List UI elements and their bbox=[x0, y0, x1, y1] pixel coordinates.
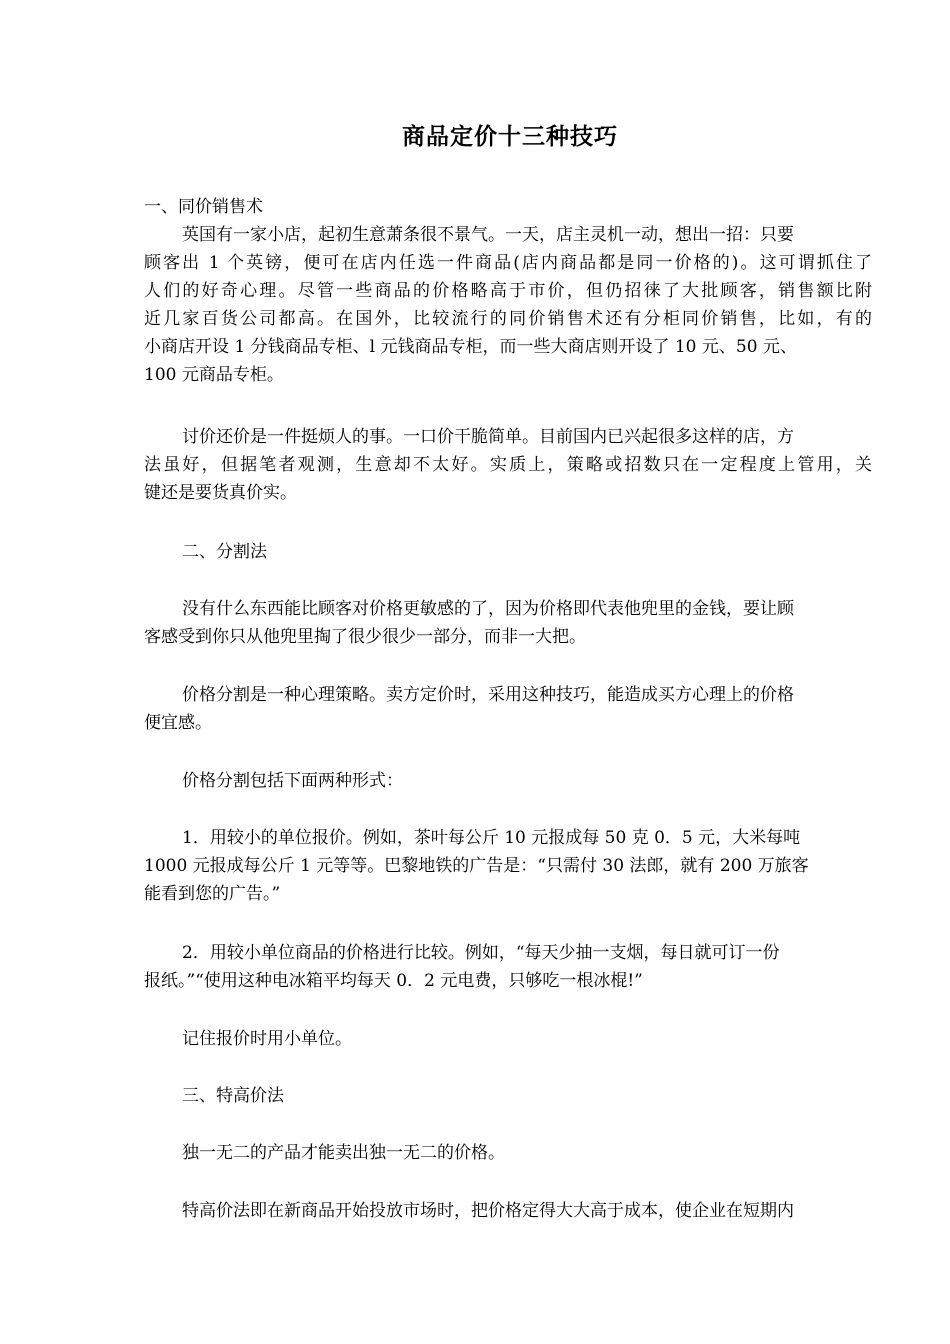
text-line: 100 元商品专柜。 bbox=[144, 365, 284, 385]
text-line: 键还是要货真价实。 bbox=[144, 483, 297, 503]
heading-text: 一、同价销售术 bbox=[144, 197, 263, 217]
paragraph bbox=[144, 1197, 872, 1225]
paragraph bbox=[144, 767, 872, 795]
paragraph bbox=[144, 824, 872, 908]
document-title: 商品定价十三种技巧 bbox=[402, 123, 618, 150]
paragraph bbox=[144, 1139, 872, 1167]
text-line: 价格分割是一种心理策略。卖方定价时，采用这种技巧，能造成买方心理上的价格 bbox=[182, 685, 794, 705]
heading-text: 三、特高价法 bbox=[182, 1086, 284, 1106]
text-line: 记住报价时用小单位。 bbox=[182, 1029, 352, 1049]
text-line: 2．用较小单位商品的价格进行比较。例如，“每天少抽一支烟，每日就可订一份 bbox=[182, 943, 780, 963]
paragraph bbox=[144, 1025, 872, 1053]
text-line: 小商店开设 1 分钱商品专柜、l 元钱商品专柜，而一些大商店则开设了 10 元、50 元、 bbox=[144, 337, 797, 357]
paragraph bbox=[144, 221, 872, 389]
paragraph bbox=[144, 423, 872, 507]
text-line: 能看到您的广告。” bbox=[144, 884, 281, 904]
paragraph bbox=[144, 681, 872, 737]
paragraph bbox=[144, 595, 872, 651]
heading-text: 二、分割法 bbox=[182, 542, 267, 562]
text-line: 人们的好奇心理。尽管一些商品的价格略高于市价，但仍招徕了大批顾客，销售额比附 bbox=[144, 281, 872, 301]
paragraph bbox=[144, 939, 872, 995]
section-heading bbox=[144, 1082, 872, 1110]
text-line: 独一无二的产品才能卖出独一无二的价格。 bbox=[182, 1143, 505, 1163]
text-line: 1000 元报成每公斤 1 元等等。巴黎地铁的广告是：“只需付 30 法郎，就有 200 万旅客 bbox=[144, 856, 809, 876]
text-line: 特高价法即在新商品开始投放市场时，把价格定得大大高于成本，使企业在短期内 bbox=[182, 1201, 794, 1221]
section-heading bbox=[144, 538, 872, 566]
text-line: 价格分割包括下面两种形式： bbox=[182, 771, 403, 791]
section-heading bbox=[144, 193, 872, 221]
text-line: 法虽好，但据笔者观测，生意却不太好。实质上，策略或招数只在一定程度上管用，关 bbox=[144, 455, 872, 475]
text-line: 英国有一家小店，起初生意萧条很不景气。一天，店主灵机一动，想出一招：只要 bbox=[182, 225, 794, 245]
text-line: 没有什么东西能比顾客对价格更敏感的了，因为价格即代表他兜里的金钱，要让顾 bbox=[182, 599, 794, 619]
text-line: 便宜感。 bbox=[144, 713, 212, 733]
text-line: 报纸。”“使用这种电冰箱平均每天 0．2 元电费，只够吃一根冰棍!” bbox=[144, 971, 643, 991]
text-line: 讨价还价是一件挺烦人的事。一口价干脆简单。目前国内已兴起很多这样的店，方 bbox=[182, 427, 794, 447]
text-line: 1．用较小的单位报价。例如，茶叶每公斤 10 元报成每 50 克 0．5 元，大米每吨 bbox=[182, 828, 801, 848]
text-line: 客感受到你只从他兜里掏了很少很少一部分，而非一大把。 bbox=[144, 627, 586, 647]
text-line: 近几家百货公司都高。在国外，比较流行的同价销售术还有分柜同价销售，比如，有的 bbox=[144, 309, 872, 329]
text-line: 顾客出 1 个英镑，便可在店内任选一件商品(店内商品都是同一价格的)。这可谓抓住了 bbox=[144, 253, 872, 273]
